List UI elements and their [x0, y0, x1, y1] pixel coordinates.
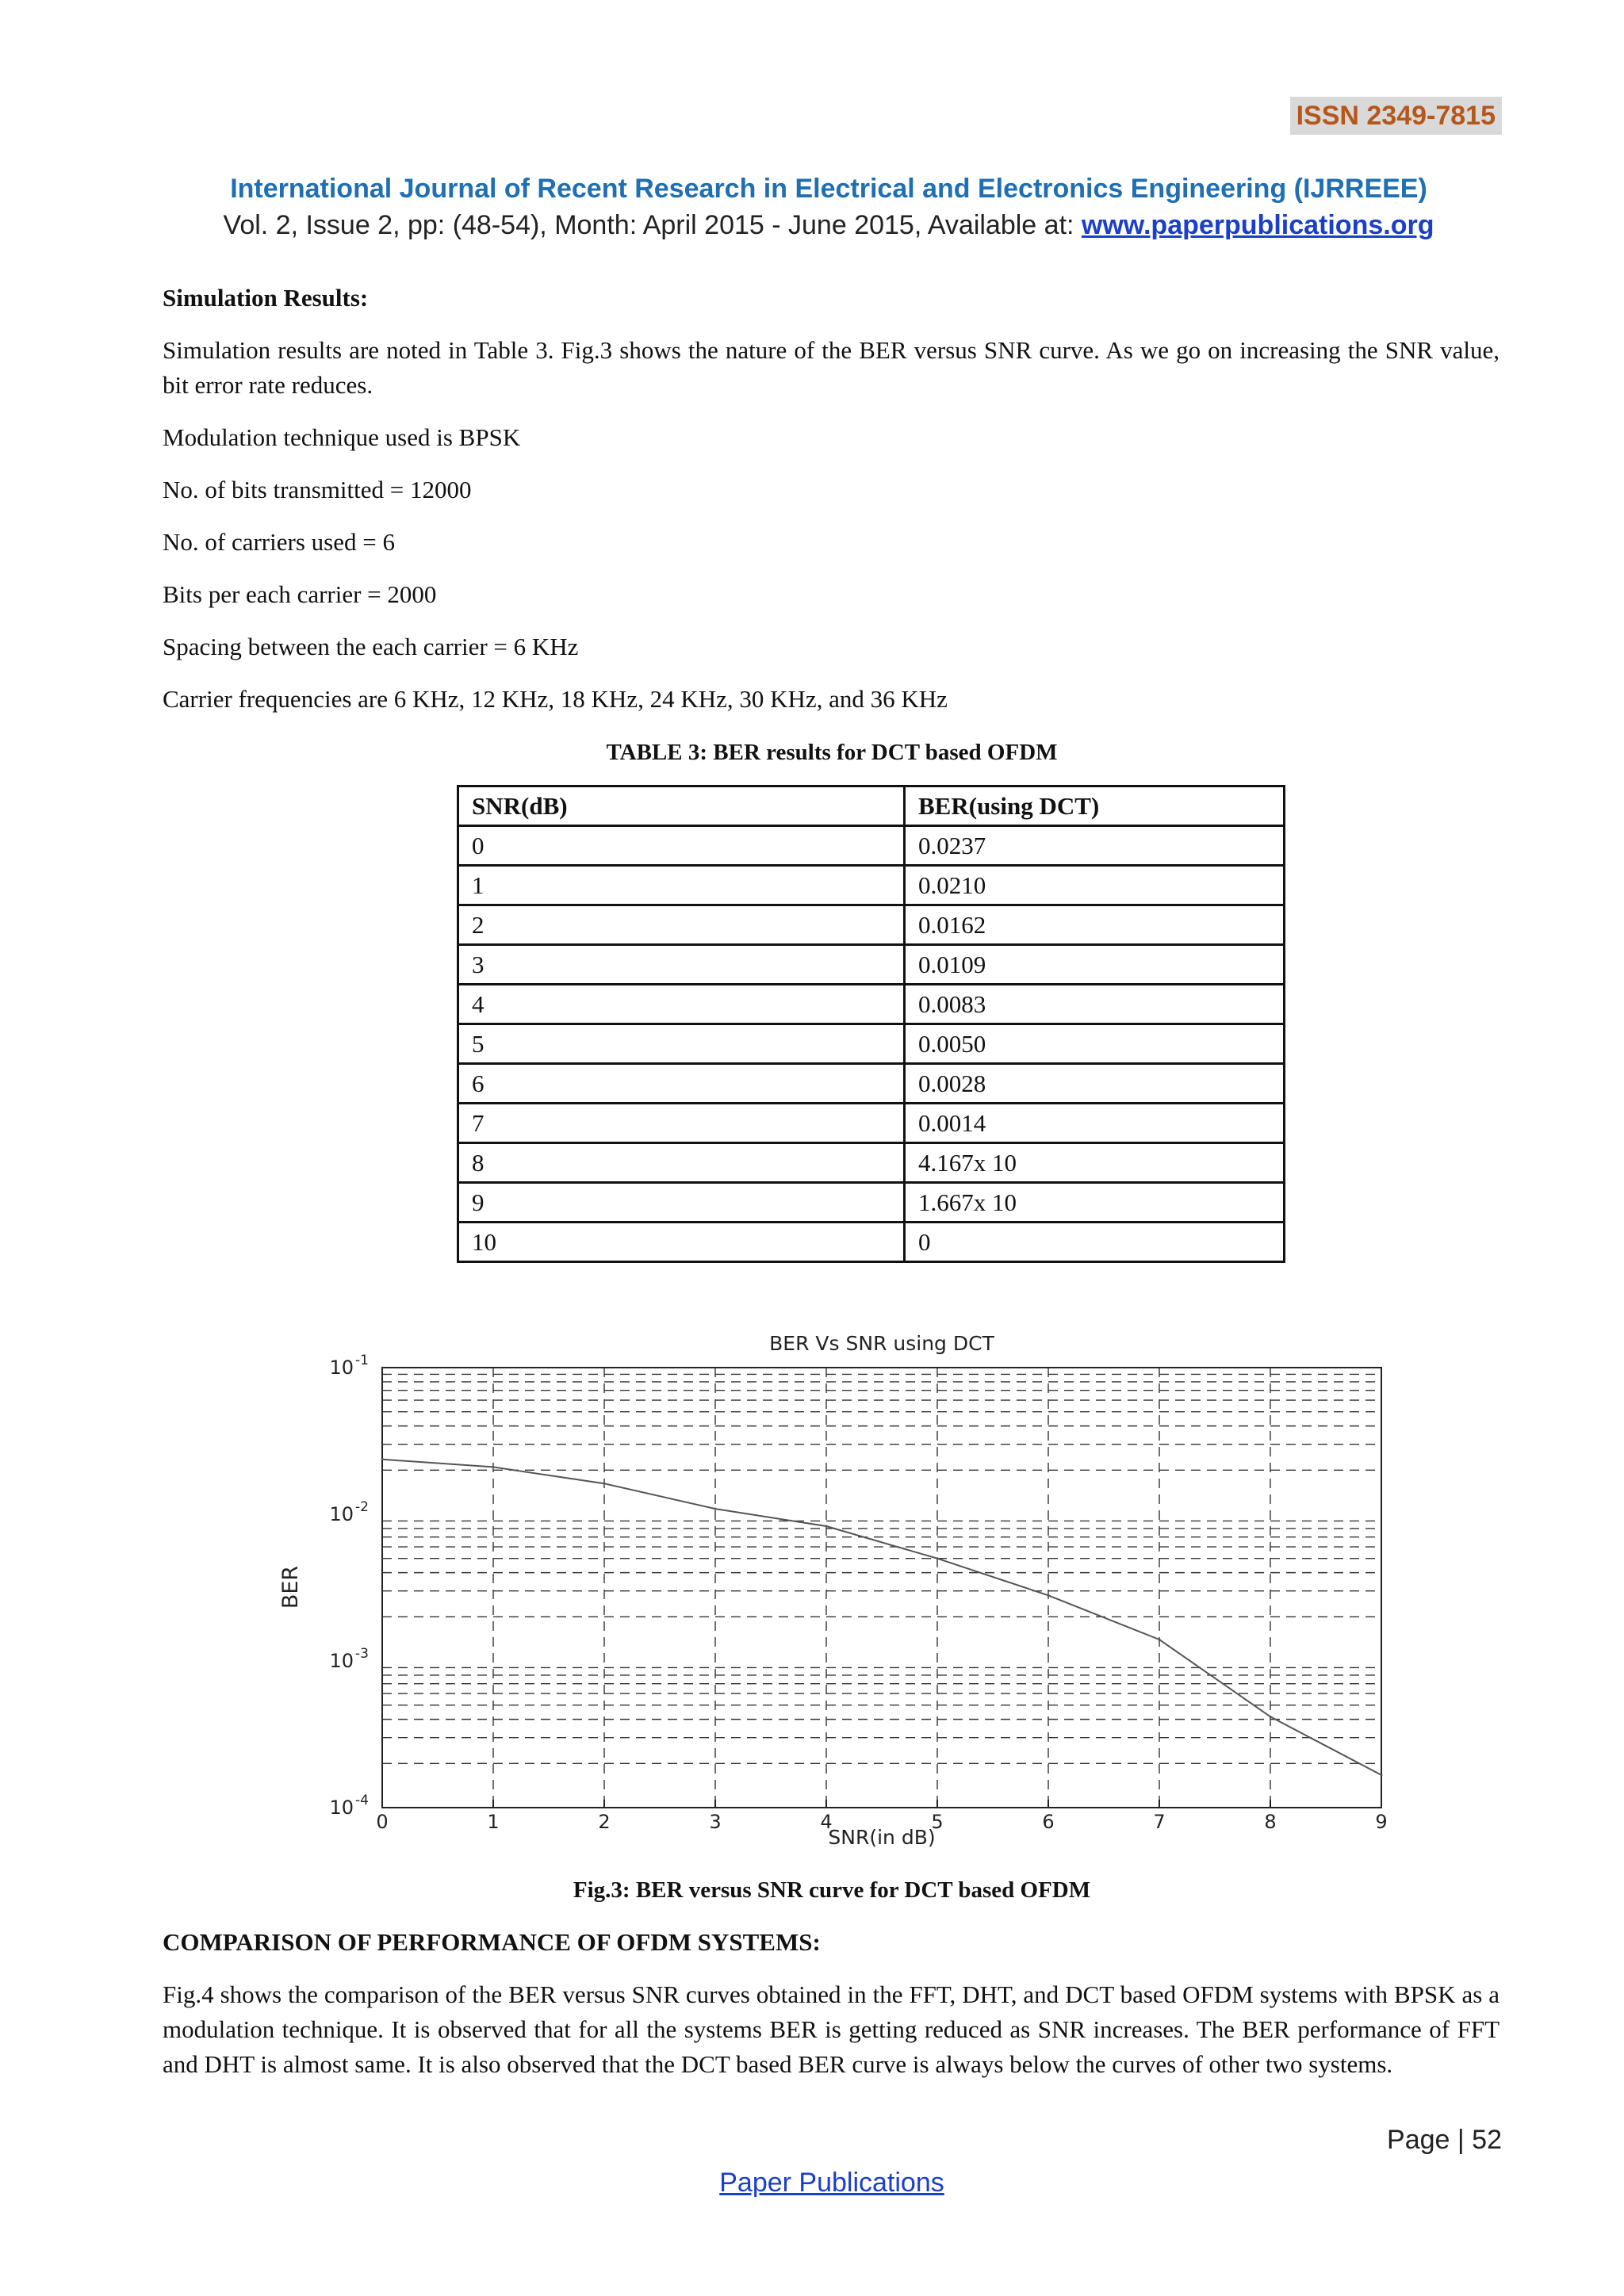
- chart-title: BER Vs SNR using DCT: [769, 1332, 994, 1355]
- x-tick-label: 7: [1153, 1811, 1166, 1833]
- table-cell-ber: 0.0210: [905, 866, 1285, 905]
- y-tick-label: 10: [329, 1357, 354, 1379]
- table-header-ber: BER(using DCT): [905, 786, 1285, 826]
- table-cell-ber: 4.167x 10: [905, 1143, 1285, 1183]
- table-row: [458, 985, 1285, 1024]
- table-cell-snr: 3: [458, 945, 905, 985]
- modulation-line: Modulation technique used is BPSK: [163, 423, 521, 451]
- y-tick-exponent: -3: [355, 1646, 369, 1662]
- x-tick-label: 2: [598, 1811, 611, 1833]
- table-cell-ber: 0.0237: [905, 826, 1285, 866]
- table-cell-ber: 0.0083: [905, 985, 1285, 1024]
- table-cell-snr: 7: [458, 1104, 905, 1143]
- figure-caption: Fig.3: BER versus SNR curve for DCT based OFDM: [573, 1877, 1091, 1903]
- data-point: [492, 1466, 495, 1468]
- y-tick-label: 10: [329, 1503, 354, 1525]
- table-row: [458, 1064, 1285, 1104]
- table-cell-ber: 0.0014: [905, 1104, 1285, 1143]
- chart-grid: [382, 1368, 1381, 1808]
- data-point: [1381, 1774, 1383, 1776]
- table-row: [458, 945, 1285, 985]
- page-number: Page | 52: [1387, 2125, 1502, 2155]
- table-cell-snr: 6: [458, 1064, 905, 1104]
- table-cell-snr: 0: [458, 826, 905, 866]
- table-header-row: [458, 786, 1285, 826]
- table-row: [458, 1024, 1285, 1064]
- table-cell-snr: 9: [458, 1183, 905, 1223]
- x-tick-label: 9: [1375, 1811, 1388, 1833]
- table-row: [458, 1104, 1285, 1143]
- table-cell-snr: 1: [458, 866, 905, 905]
- simulation-paragraph: Simulation results are noted in Table 3. Fig.3 shows the nature of the BER versus SNR curve. As we go on increasing the SNR value, bit error rate reduces.: [163, 336, 1500, 399]
- x-tick-label: 1: [487, 1811, 500, 1833]
- table-row: [458, 905, 1285, 945]
- comparison-paragraph: Fig.4 shows the comparison of the BER versus SNR curves obtained in the FFT, DHT, and DCT based OFDM systems with BPSK as a modulation technique. It is observed that for all the systems BER is getting reduced as SNR increases. The BER performance of FFT and DHT is almost same. It is also observed that the DCT based BER curve is always below the curves of other two systems.: [163, 1980, 1500, 2078]
- carriers-line: No. of carriers used = 6: [163, 528, 395, 556]
- table-row: [458, 1223, 1285, 1262]
- simulation-heading: Simulation Results:: [163, 284, 369, 312]
- frequencies-line: Carrier frequencies are 6 KHz, 12 KHz, 18 KHz, 24 KHz, 30 KHz, and 36 KHz: [163, 685, 948, 713]
- x-tick-label: 5: [931, 1811, 944, 1833]
- x-tick-label: 3: [709, 1811, 722, 1833]
- data-point: [1159, 1638, 1161, 1640]
- data-point: [381, 1458, 384, 1460]
- table-cell-ber: 0.0109: [905, 945, 1285, 985]
- table-header-snr: SNR(dB): [458, 786, 905, 826]
- data-point: [1270, 1716, 1272, 1718]
- data-point: [603, 1483, 606, 1485]
- x-tick-label: 8: [1264, 1811, 1277, 1833]
- publisher-link[interactable]: Paper Publications: [719, 2168, 944, 2198]
- y-tick-exponent: -2: [355, 1499, 369, 1515]
- y-tick-exponent: -4: [355, 1793, 369, 1808]
- y-tick-label: 10: [329, 1797, 354, 1819]
- y-tick-exponent: -1: [355, 1353, 369, 1368]
- table-cell-ber: 0.0050: [905, 1024, 1285, 1064]
- issn-badge: ISSN 2349-7815: [1290, 97, 1502, 135]
- chart-ylabel: BER: [278, 1565, 303, 1609]
- journal-title: International Journal of Recent Research in Electrical and Electronics Engineering (IJRREEE): [230, 174, 1427, 204]
- bits-per-carrier-line: Bits per each carrier = 2000: [163, 580, 437, 608]
- table-cell-ber: 0.0028: [905, 1064, 1285, 1104]
- table-cell-ber: 1.667x 10: [905, 1183, 1285, 1223]
- chart-plot-frame: [382, 1368, 1381, 1808]
- x-tick-label: 6: [1042, 1811, 1055, 1833]
- table-row: [458, 1183, 1285, 1223]
- data-point: [936, 1557, 939, 1559]
- table-row: [458, 866, 1285, 905]
- data-point: [825, 1525, 828, 1527]
- y-tick-label: 10: [329, 1650, 354, 1672]
- table-row: [458, 1143, 1285, 1183]
- table-cell-ber: 0: [905, 1223, 1285, 1262]
- table-cell-snr: 4: [458, 985, 905, 1024]
- table-cell-ber: 0.0162: [905, 905, 1285, 945]
- comparison-heading: COMPARISON OF PERFORMANCE OF OFDM SYSTEMS:: [163, 1928, 821, 1956]
- x-tick-label: 4: [820, 1811, 833, 1833]
- chart-ticks: [329, 1353, 1387, 1833]
- volume-text: Vol. 2, Issue 2, pp: (48-54), Month: April 2015 - June 2015, Available at:: [223, 210, 1082, 240]
- x-tick-label: 0: [376, 1811, 389, 1833]
- volume-line: [0, 208, 1624, 243]
- bits-line: No. of bits transmitted = 12000: [163, 476, 472, 503]
- chart-xlabel: SNR(in dB): [828, 1826, 936, 1849]
- table-cell-snr: 2: [458, 905, 905, 945]
- ber-chart: [262, 1324, 1404, 1863]
- table-row: [458, 826, 1285, 866]
- data-point: [714, 1508, 717, 1510]
- table-caption: TABLE 3: BER results for DCT based OFDM: [606, 740, 1058, 765]
- table-cell-snr: 8: [458, 1143, 905, 1183]
- data-point: [1048, 1594, 1050, 1597]
- spacing-line: Spacing between the each carrier = 6 KHz: [163, 633, 579, 660]
- table-cell-snr: 10: [458, 1223, 905, 1262]
- table-cell-snr: 5: [458, 1024, 905, 1064]
- ber-table: [457, 785, 1285, 1263]
- website-link[interactable]: www.paperpublications.org: [1081, 210, 1434, 240]
- table-body: [458, 826, 1285, 1262]
